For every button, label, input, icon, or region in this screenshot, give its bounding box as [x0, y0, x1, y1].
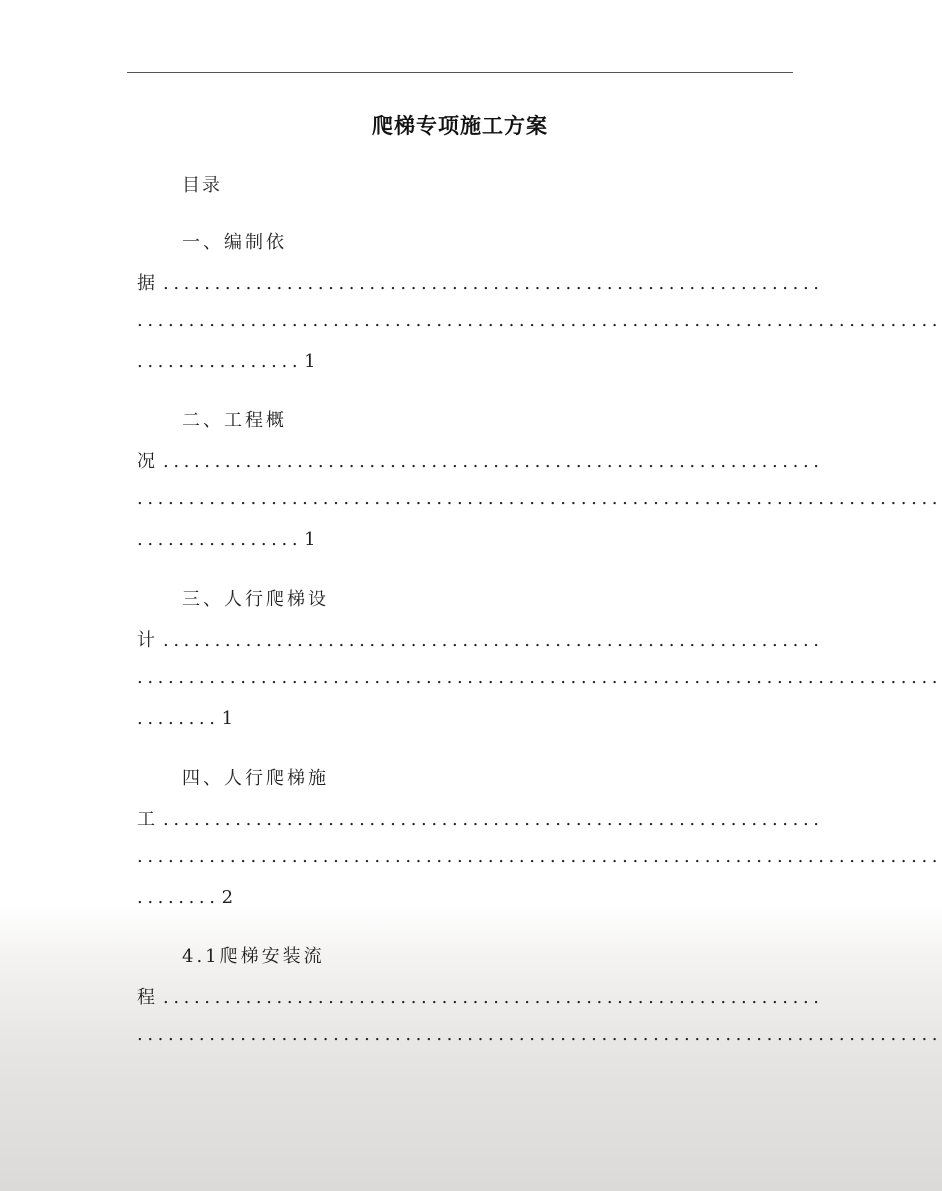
toc-entry-title-tail: 况 [137, 451, 155, 472]
toc-heading: 目录 [182, 175, 222, 196]
toc-leader-dots: .............................................................................. [137, 846, 942, 867]
toc-page-number: 2 [221, 887, 234, 908]
toc-dot-line [137, 983, 824, 1009]
toc-dot-line [137, 667, 942, 688]
toc-entry-title: 四、人行爬梯施 [182, 768, 329, 789]
toc-leader-dots: ................................................................ [163, 630, 824, 651]
toc-dot-line [137, 626, 824, 652]
toc-dot-line [137, 447, 824, 473]
toc-leader-dots: ................................................................ [163, 987, 824, 1008]
toc-leader-dots: ................................................................ [163, 809, 824, 830]
toc-leader-dots: .............................................................................. [137, 667, 942, 688]
toc-page-number: 1 [304, 529, 316, 550]
toc-leader-dots: ................................................................ [163, 451, 824, 472]
toc-dot-line [137, 488, 942, 509]
toc-dot-line [137, 887, 233, 908]
document-title: 爬梯专项施工方案 [372, 113, 548, 138]
toc-entry-title-tail: 工 [137, 809, 155, 830]
header-rule [127, 72, 793, 73]
toc-dot-line [137, 351, 316, 372]
toc-entry-title: 三、人行爬梯设 [182, 589, 329, 610]
toc-page-number: 1 [304, 351, 316, 372]
toc-leader-dots: .............................................................................. [137, 488, 942, 509]
toc-entry-title: 4.1爬梯安装流 [182, 946, 325, 967]
toc-dot-line [137, 846, 942, 867]
toc-dot-line [137, 529, 316, 550]
toc-entry-title: 一、编制依 [182, 232, 287, 253]
toc-entry-title-tail: 程 [137, 987, 155, 1008]
toc-page-number: 1 [221, 708, 234, 729]
toc-dot-line [137, 805, 824, 831]
toc-leader-dots: ........ [137, 887, 220, 908]
toc-dot-line [137, 1024, 942, 1045]
toc-entry-title: 二、工程概 [182, 410, 287, 431]
toc-dot-line [137, 269, 824, 295]
toc-dot-line [137, 708, 233, 729]
toc-leader-dots: ................ [137, 529, 303, 550]
toc-leader-dots: ........ [137, 708, 220, 729]
toc-entry-title-tail: 据 [137, 273, 155, 294]
toc-leader-dots: ................ [137, 351, 303, 372]
toc-leader-dots: .............................................................................. [137, 310, 942, 331]
toc-leader-dots: ................................................................ [163, 273, 824, 294]
toc-leader-dots: .............................................................................. [137, 1024, 942, 1045]
toc-entry-title-tail: 计 [137, 630, 155, 651]
toc-dot-line [137, 310, 942, 331]
